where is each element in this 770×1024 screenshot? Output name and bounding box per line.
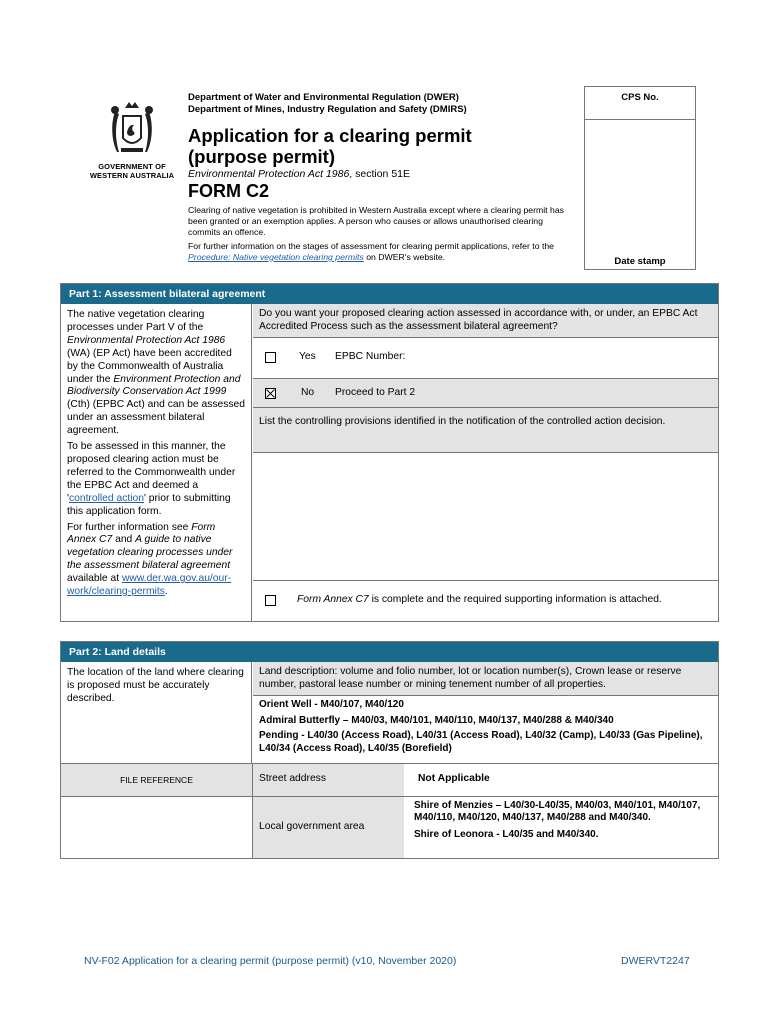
coat-of-arms-icon xyxy=(101,98,163,160)
part-1-info-paragraph-2 xyxy=(67,441,245,518)
intro-text xyxy=(188,205,573,265)
epbc-number-label: EPBC Number: xyxy=(335,351,406,362)
yes-row xyxy=(253,338,718,378)
info-text-italic: Environmental Protection Act 1986 xyxy=(67,334,226,346)
dept-dmirs: Department of Mines, Industry Regulation and Safety (DMIRS) xyxy=(188,104,467,115)
no-label: No xyxy=(301,387,315,398)
part-1-info-paragraph-3 xyxy=(67,522,245,599)
procedure-link[interactable]: Procedure: Native vegetation clearing permits xyxy=(188,251,364,262)
no-row xyxy=(253,379,718,407)
lga-leonora: Shire of Leonora - L40/35 and M40/340. xyxy=(414,828,599,840)
info-text-italic: Form Annex C7 xyxy=(67,521,216,546)
part-1-section xyxy=(60,283,719,622)
annex-text: is complete and the required supporting information is attached. xyxy=(368,594,662,605)
title-line-2: (purpose permit) xyxy=(188,146,335,167)
cps-box xyxy=(584,86,696,270)
title-line-1: Application for a clearing permit xyxy=(188,125,472,146)
controlled-action-link[interactable]: controlled action xyxy=(68,492,144,504)
lga-value[interactable] xyxy=(404,797,718,858)
act-name: Environmental Protection Act 1986 xyxy=(188,168,350,180)
land-line-3: Pending - L40/30 (Access Road), L40/31 (Access Road), L40/32 (Camp), L40/33 (Gas Pipeline), L40/34 (Access Road), L40/35 (Borefield) xyxy=(259,730,703,754)
controlling-provisions-input[interactable] xyxy=(253,453,718,580)
street-address-label: Street address xyxy=(253,764,404,796)
annex-name: Form Annex C7 xyxy=(297,594,369,605)
annex-row xyxy=(253,581,718,621)
info-text: For further information see xyxy=(67,521,192,533)
part-1-heading: Part 1: Assessment bilateral agreement xyxy=(61,284,718,304)
act-reference xyxy=(188,168,410,180)
land-description-prompt: Land description: volume and folio number, lot or location number(s), Crown lease or reserve number, pastoral lease number or mining tenement number of all properties. xyxy=(253,662,718,695)
epbc-question: Do you want your proposed clearing action assessed in accordance with, or under, an EPBC Act Accredited Process such as the assessment bilateral agreement? xyxy=(253,304,718,337)
lga-label: Local government area xyxy=(253,797,404,858)
info-text: (WA) (EP Act) have been accredited by the Commonwealth of Australia under the xyxy=(67,347,232,385)
act-section: , section 51E xyxy=(349,168,410,180)
annex-statement xyxy=(297,594,662,607)
info-text: and xyxy=(112,534,136,546)
clearing-permits-link[interactable]: www.der.wa.gov.au/our-work/clearing-permits xyxy=(67,573,232,598)
info-text: available at xyxy=(67,573,122,585)
part-2-heading: Part 2: Land details xyxy=(61,642,718,662)
yes-label: Yes xyxy=(299,351,316,362)
intro-2-pre: For further information on the stages of assessment for clearing permit applications, refer to the xyxy=(188,240,555,251)
info-text-italic: Environment Protection and Biodiversity Conservation Act 1999 xyxy=(67,373,241,398)
land-line-1: Orient Well - M40/107, M40/120 xyxy=(259,699,404,710)
yes-checkbox[interactable] xyxy=(265,352,276,363)
part-1-info xyxy=(61,304,252,621)
wa-government-logo xyxy=(86,98,178,180)
info-text: ' prior to submitting this application form. xyxy=(67,492,231,517)
no-checkbox[interactable] xyxy=(265,388,276,399)
dept-dwer: Department of Water and Environmental Regulation (DWER) xyxy=(188,92,459,103)
intro-paragraph-2 xyxy=(188,241,573,263)
land-line-2: Admiral Butterfly – M40/03, M40/101, M40/110, M40/137, M40/288 & M40/340 xyxy=(259,714,614,726)
footer-code: DWERVT2247 xyxy=(621,955,690,967)
info-text: . xyxy=(164,586,168,598)
gov-line-2: WESTERN AUSTRALIA xyxy=(89,171,175,180)
land-description-value[interactable] xyxy=(253,696,718,763)
part-1-info-paragraph-1 xyxy=(67,309,245,438)
street-address-value[interactable]: Not Applicable xyxy=(418,773,490,784)
intro-paragraph-1: Clearing of native vegetation is prohibited in Western Australia except where a clearing permit has been granted or an exemption applies. A person who causes or allows unauthorised clearing commits an offence. xyxy=(188,205,565,238)
info-text: The native vegetation clearing processes under Part V of the xyxy=(67,309,205,333)
part-2-info: The location of the land where clearing is proposed must be accurately described. xyxy=(61,662,252,763)
annex-checkbox[interactable] xyxy=(265,595,276,606)
cps-number-label: CPS No. xyxy=(585,87,695,120)
info-text: (Cth) (EPBC Act) and can be assessed under an assessment bilateral agreement. xyxy=(67,399,245,437)
file-reference-value[interactable] xyxy=(61,797,252,858)
controlling-provisions-prompt: List the controlling provisions identified in the notification of the controlled action decision. xyxy=(253,408,718,452)
footer-document-id: NV-F02 Application for a clearing permit (purpose permit) (v10, November 2020) xyxy=(84,955,457,967)
lga-menzies: Shire of Menzies – L40/30-L40/35, M40/03, M40/101, M40/107, M40/110, M40/120, M40/137, M40/288 and M40/340. xyxy=(414,800,701,824)
file-reference-label: FILE REFERENCE xyxy=(61,764,252,796)
intro-2-post: on DWER's website. xyxy=(363,251,446,262)
part-2-section xyxy=(60,641,719,859)
info-text-italic: A guide to native vegetation clearing processes under the assessment bilateral agreement xyxy=(67,534,233,572)
form-number: FORM C2 xyxy=(188,181,269,201)
info-text: To be assessed in this manner, the proposed clearing action must be referred to the Commonwealth under the EPBC Act and deemed a ' xyxy=(67,441,236,504)
page-title xyxy=(188,125,472,167)
date-stamp-label: Date stamp xyxy=(614,256,666,267)
gov-line-1: GOVERNMENT OF xyxy=(98,162,166,171)
proceed-label: Proceed to Part 2 xyxy=(335,387,416,398)
department-names xyxy=(188,92,467,116)
